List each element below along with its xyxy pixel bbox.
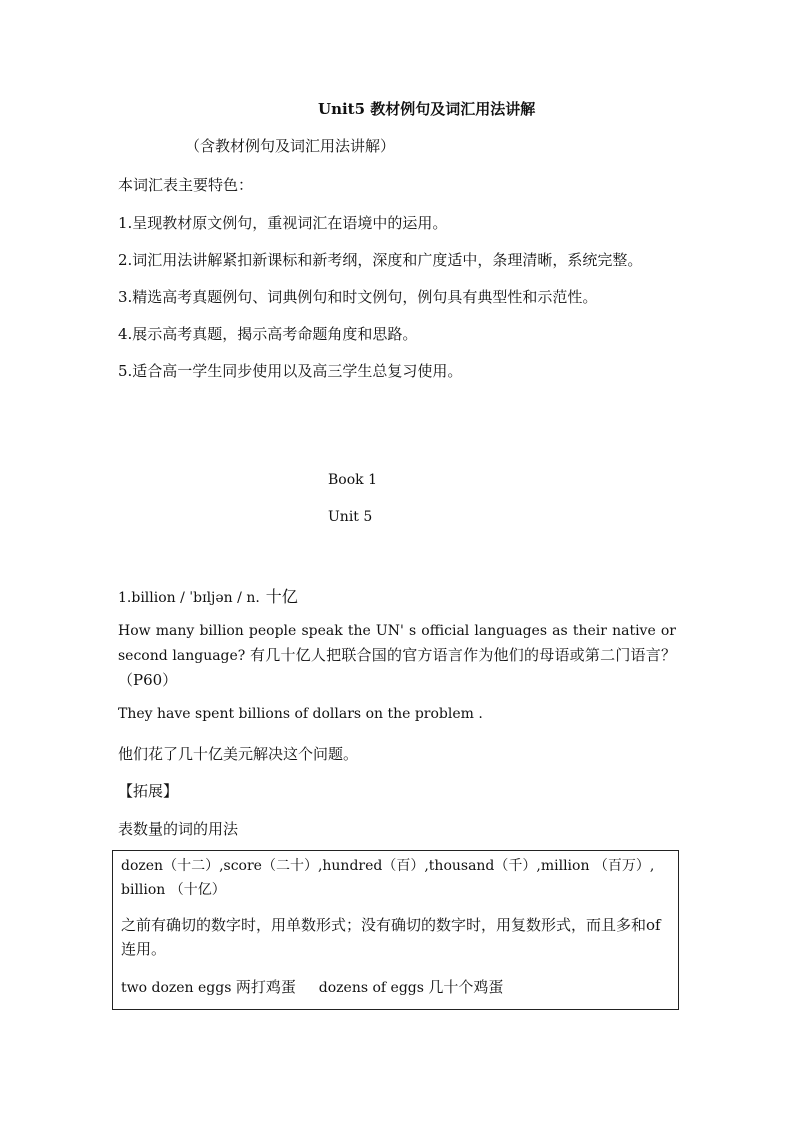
usage-rule: 之前有确切的数字时，用单数形式；没有确切的数字时，用复数形式，而且多和of 连用。 (121, 916, 661, 958)
example-1-chinese: 有几十亿人把联合国的官方语言作为他们的母语或第二门语言？（P60） (118, 646, 676, 689)
extension-label: 【拓展】 (118, 782, 179, 800)
page-subtitle: （含教材例句及词汇用法讲解） (185, 137, 396, 155)
usage-example-a-chinese: 两打鸡蛋 (235, 978, 296, 996)
usage-words-line-2: billion （十亿） (121, 882, 226, 898)
feature-item: 1.呈现教材原文例句，重视词汇在语境中的运用。 (118, 214, 448, 232)
entry-meaning: 十亿 (265, 587, 298, 606)
usage-examples (121, 975, 673, 1000)
usage-example-a-english: two dozen eggs (121, 980, 232, 996)
example-1-english: How many billion people speak the UN' s official languages as their native or second language? (118, 623, 676, 664)
feature-item: 4.展示高考真题，揭示高考命题角度和思路。 (118, 325, 418, 343)
feature-item: 3.精选高考真题例句、词典例句和时文例句，例句具有典型性和示范性。 (118, 288, 598, 306)
features-heading: 本词汇表主要特色： (118, 176, 254, 194)
example-sentence-2-chinese: 他们花了几十亿美元解决这个问题。 (118, 745, 359, 763)
example-sentence-2-english: They have spent billions of dollars on the problem . (118, 706, 483, 722)
page-title: Unit5 教材例句及词汇用法讲解 (318, 100, 536, 118)
usage-example-b-chinese: 几十个鸡蛋 (428, 978, 504, 996)
usage-box (112, 850, 679, 1010)
feature-item: 2.词汇用法讲解紧扣新课标和新考纲，深度和广度适中，条理清晰，系统完整。 (118, 251, 643, 269)
book-label: Book 1 (328, 472, 377, 488)
vocabulary-entry-head (118, 584, 298, 607)
unit-label: Unit 5 (328, 509, 373, 525)
usage-example-b-english: dozens of eggs (318, 980, 424, 996)
example-sentence-1 (118, 619, 676, 693)
feature-item: 5.适合高一学生同步使用以及高三学生总复习使用。 (118, 362, 463, 380)
usage-words-line-1: dozen（十二）,score（二十）,hundred（百）,thousand（千）,million （百万）, (121, 858, 655, 874)
entry-word: 1.billion / ˈbɪljən / n. (118, 590, 260, 606)
usage-heading: 表数量的词的用法 (118, 820, 239, 838)
